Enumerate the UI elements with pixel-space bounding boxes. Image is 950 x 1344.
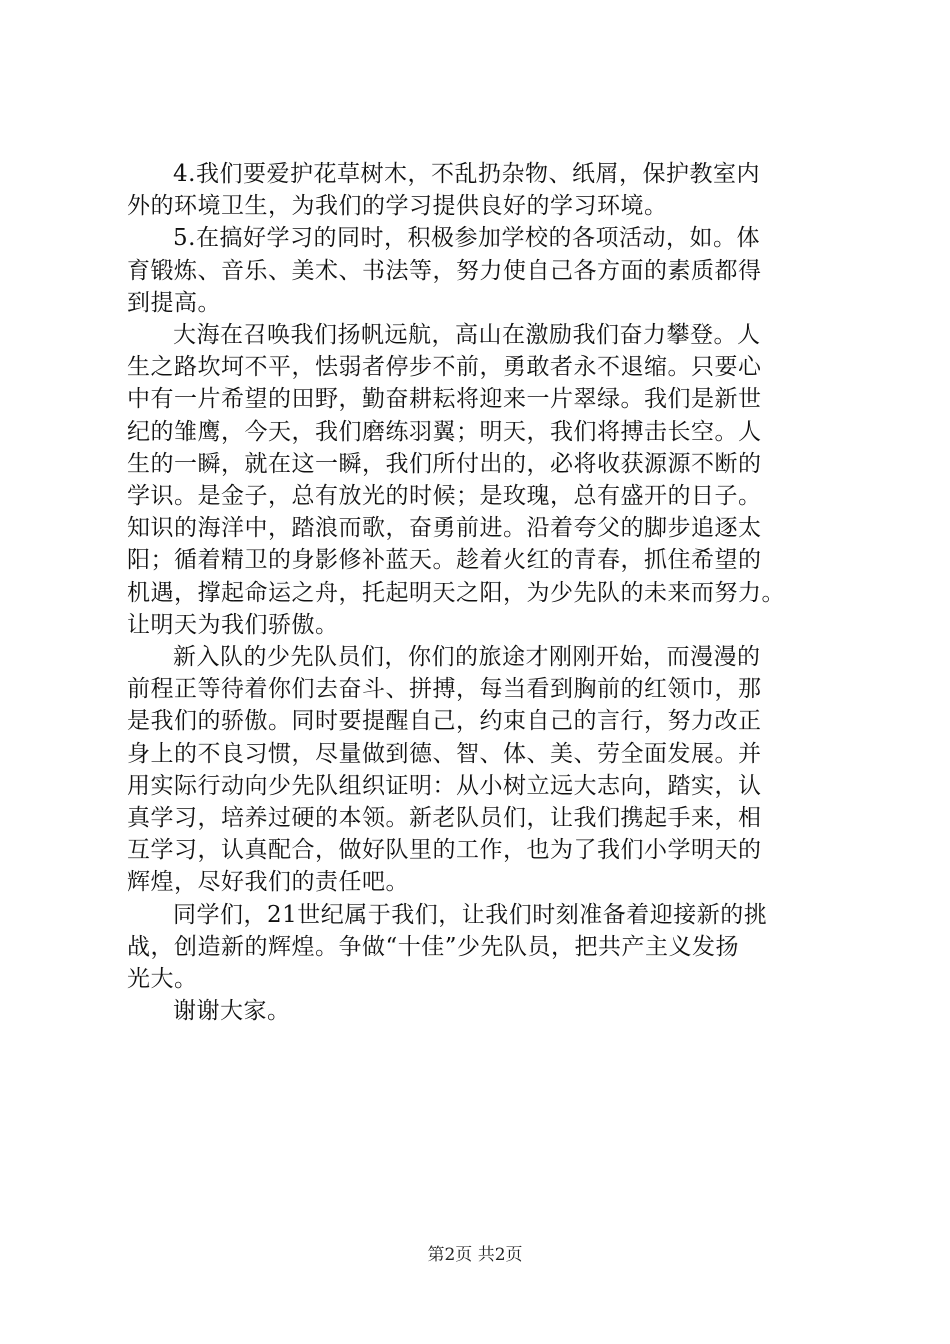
text-line: 育锻炼、音乐、美术、书法等，努力使自己各方面的素质都得 <box>127 257 762 284</box>
paragraph-5 <box>127 899 847 996</box>
text-line: 互学习，认真配合，做好队里的工作，也为了我们小学明天的 <box>127 837 762 864</box>
text-line: 学识。是金子，总有放光的时候；是玫瑰，总有盛开的日子。 <box>127 483 762 510</box>
text-line: 阳；循着精卫的身影修补蓝天。趁着火红的青春，抓住希望的 <box>127 547 762 574</box>
paragraph-3 <box>127 319 847 641</box>
text-line: 5.在搞好学习的同时，积极参加学校的各项活动，如。体 <box>173 225 760 252</box>
text-line: 生的一瞬，就在这一瞬，我们所付出的，必将收获源源不断的 <box>127 450 762 477</box>
text-line: 中有一片希望的田野，勤奋耕耘将迎来一片翠绿。我们是新世 <box>127 386 762 413</box>
text-line: 新入队的少先队员们，你们的旅途才刚刚开始，而漫漫的 <box>173 644 761 671</box>
text-line: 外的环境卫生，为我们的学习提供良好的学习环境。 <box>127 193 668 220</box>
text-line: 大海在召唤我们扬帆远航，高山在激励我们奋力攀登。人 <box>173 322 761 349</box>
paragraph-6 <box>127 995 847 1027</box>
text-line: 纪的雏鹰，今天，我们磨练羽翼；明天，我们将搏击长空。人 <box>127 418 762 445</box>
text-line: 到提高。 <box>127 289 221 316</box>
text-line: 是我们的骄傲。同时要提醒自己，约束自己的言行，努力改正 <box>127 708 762 735</box>
paragraph-1 <box>127 158 847 222</box>
text-line: 真学习，培养过硬的本领。新老队员们，让我们携起手来，相 <box>127 805 762 832</box>
text-line: 生之路坎坷不平，怯弱者停步不前，勇敢者永不退缩。只要心 <box>127 354 762 381</box>
paragraph-2 <box>127 222 847 319</box>
page-footer: 第2页 共2页 <box>427 1245 523 1265</box>
text-line: 辉煌，尽好我们的责任吧。 <box>127 869 409 896</box>
text-line: 光大。 <box>127 966 198 993</box>
text-line: 战，创造新的辉煌。争做“十佳”少先队员，把共产主义发扬 <box>127 933 740 960</box>
text-line: 前程正等待着你们去奋斗、拼搏，每当看到胸前的红领巾，那 <box>127 676 762 703</box>
document-body <box>127 158 847 1027</box>
text-line: 知识的海洋中，踏浪而歌，奋勇前进。沿着夸父的脚步追逐太 <box>127 515 762 542</box>
text-line: 4.我们要爱护花草树木，不乱扔杂物、纸屑，保护教室内 <box>173 161 760 187</box>
text-line: 谢谢大家。 <box>173 998 291 1025</box>
text-line: 身上的不良习惯，尽量做到德、智、体、美、劳全面发展。并 <box>127 740 762 767</box>
paragraph-4 <box>127 641 847 899</box>
text-line: 同学们，21世纪属于我们，让我们时刻准备着迎接新的挑 <box>173 901 768 928</box>
text-line: 用实际行动向少先队组织证明：从小树立远大志向，踏实，认 <box>127 772 762 799</box>
text-line: 机遇，撑起命运之舟，托起明天之阳，为少先队的未来而努力。 <box>127 579 785 606</box>
text-line: 让明天为我们骄傲。 <box>127 611 339 638</box>
